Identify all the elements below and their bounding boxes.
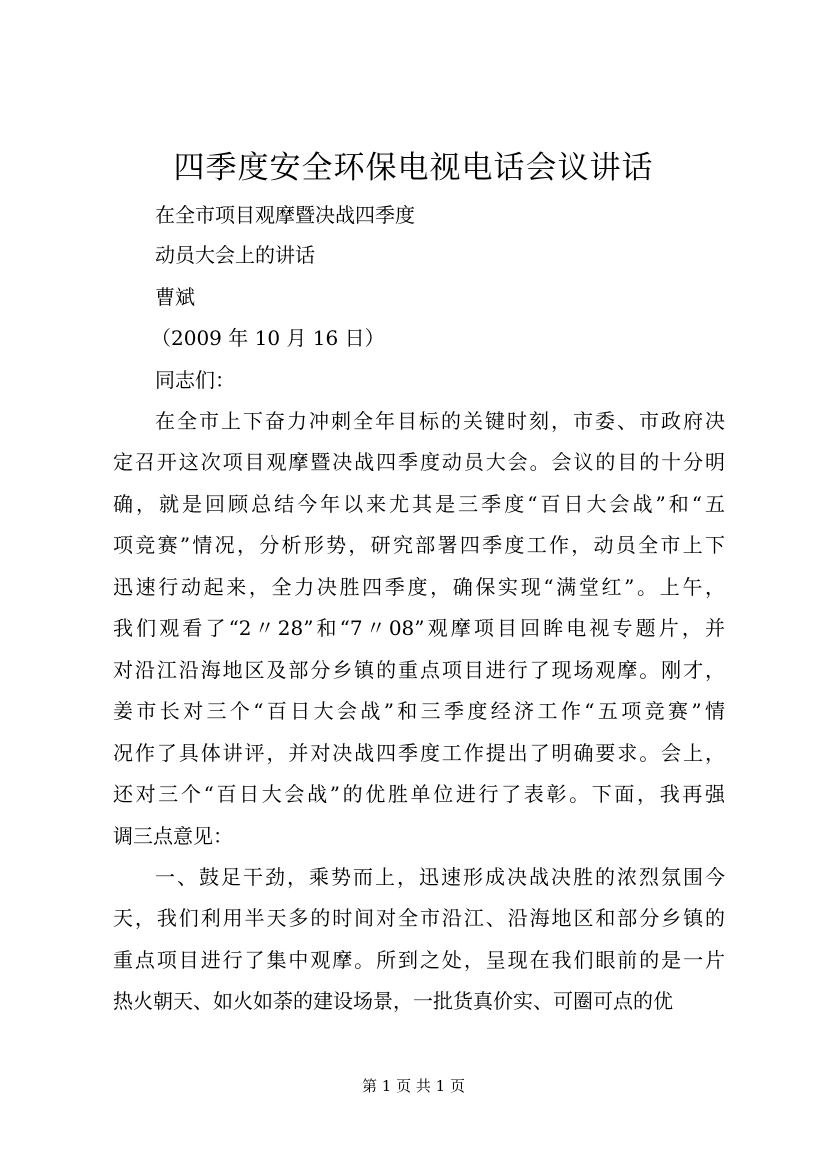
paragraph-line: 对沿江沿海地区及部分乡镇的重点项目进行了现场观摩。刚才， — [113, 658, 725, 682]
speech-date: （2009 年 10 月 16 日） — [151, 326, 385, 350]
document-title: 四季度安全环保电视电话会议讲话 — [173, 150, 654, 186]
paragraph-line: 况作了具体讲评，并对决战四季度工作提出了明确要求。会上， — [113, 741, 725, 765]
paragraph-line: 天，我们利用半天多的时间对全市沿江、沿海地区和部分乡镇的 — [113, 906, 725, 930]
paragraph-line: 调三点意见： — [113, 824, 233, 848]
author-name: 曹斌 — [155, 285, 195, 309]
page-footer: 第 1 页 共 1 页 — [362, 1077, 465, 1095]
paragraph-line: 姜市长对三个“百日大会战”和三季度经济工作“五项竞赛”情 — [113, 699, 725, 723]
subtitle-line-2: 动员大会上的讲话 — [155, 243, 315, 267]
paragraph-line: 定召开这次项目观摩暨决战四季度动员大会。会议的目的十分明 — [113, 450, 725, 474]
paragraph-line: 在全市上下奋力冲刺全年目标的关键时刻，市委、市政府决 — [155, 409, 725, 433]
paragraph-line: 一、鼓足干劲，乘势而上，迅速形成决战决胜的浓烈氛围今 — [155, 865, 725, 889]
paragraph-line: 迅速行动起来，全力决胜四季度，确保实现“满堂红”。上午， — [113, 575, 725, 599]
paragraph-line: 项竞赛”情况，分析形势，研究部署四季度工作，动员全市上下 — [113, 533, 725, 557]
paragraph-line: 我们观看了“2〃28”和“7〃08”观摩项目回眸电视专题片，并 — [113, 616, 725, 640]
salutation: 同志们： — [155, 368, 235, 392]
paragraph-line: 重点项目进行了集中观摩。所到之处，呈现在我们眼前的是一片 — [113, 948, 725, 972]
subtitle-line-1: 在全市项目观摩暨决战四季度 — [155, 203, 415, 227]
paragraph-line: 还对三个“百日大会战”的优胜单位进行了表彰。下面，我再强 — [113, 782, 725, 806]
paragraph-line: 确，就是回顾总结今年以来尤其是三季度“百日大会战”和“五 — [113, 492, 725, 516]
paragraph-line: 热火朝天、如火如荼的建设场景，一批货真价实、可圈可点的优 — [113, 989, 673, 1013]
